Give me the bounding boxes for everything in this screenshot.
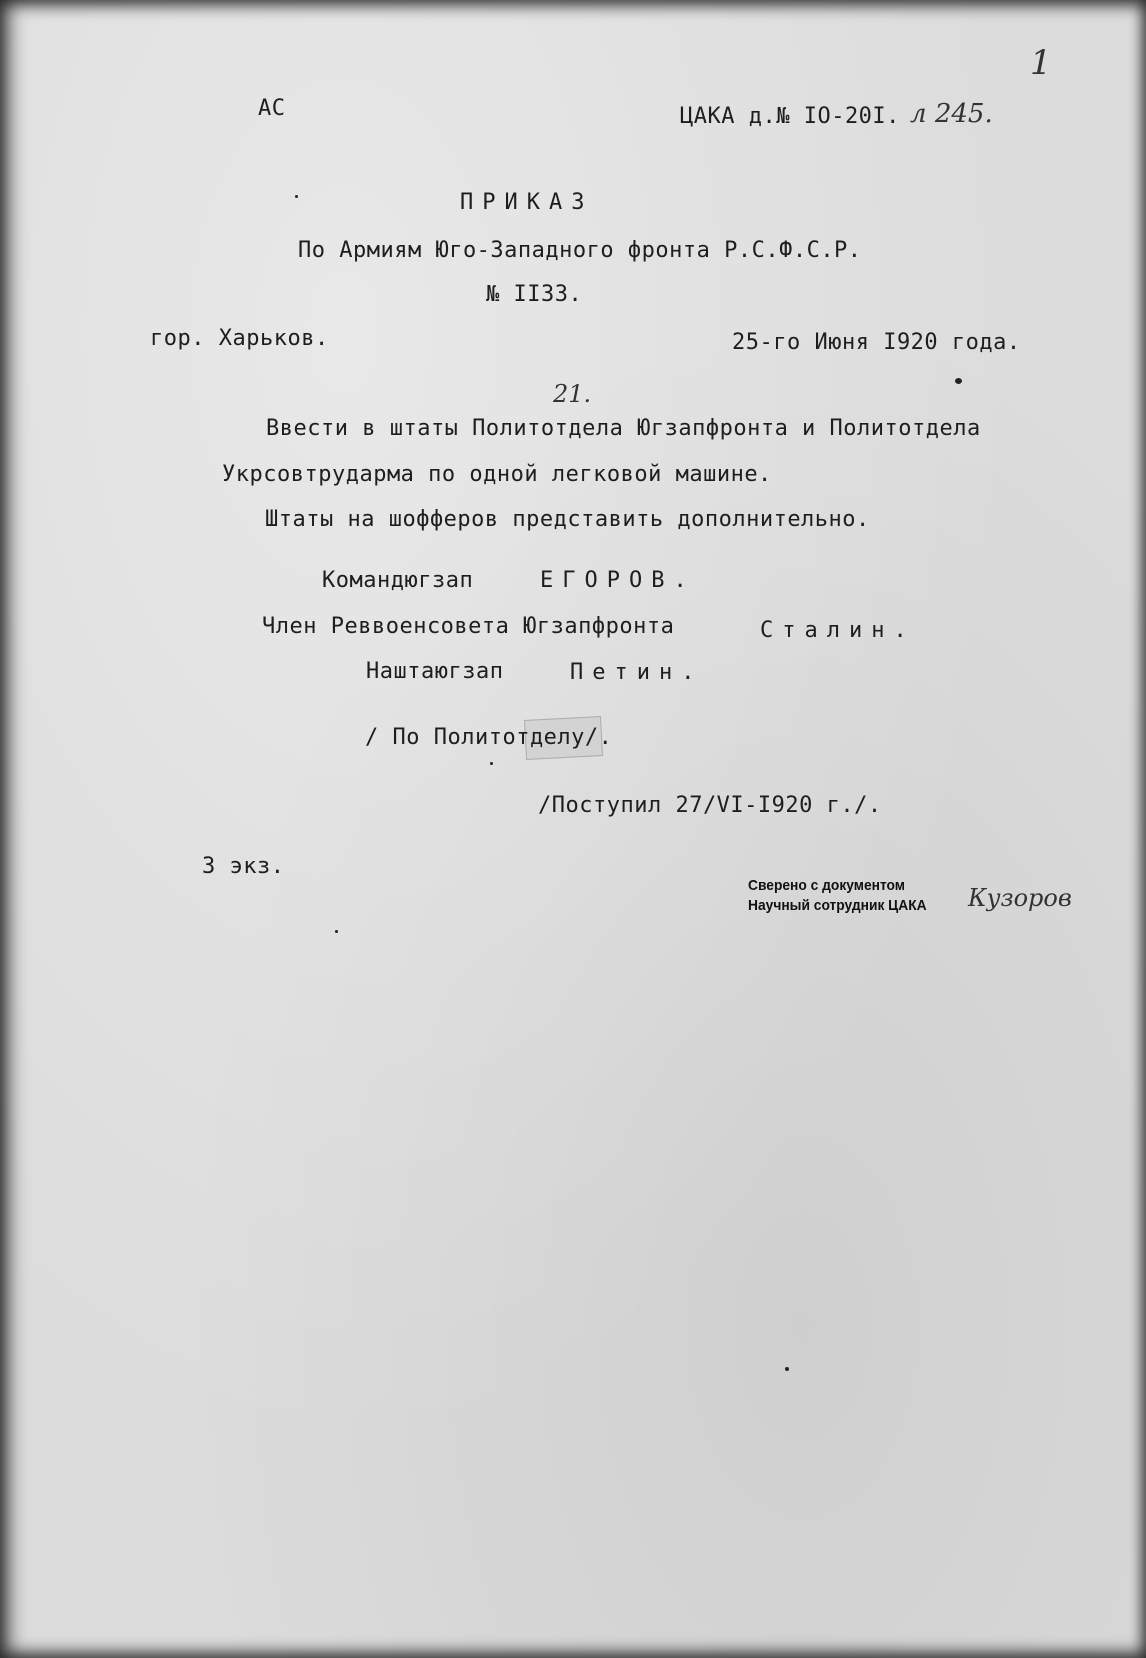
chief-title: Наштаюгзап <box>366 659 504 684</box>
verification-stamp-line-1: Сверено с документом <box>748 877 906 894</box>
left-mark: АС <box>258 96 286 121</box>
member-title: Член Реввоенсовета Югзапфронта <box>262 614 675 639</box>
scan-speck <box>785 1367 789 1371</box>
archive-reference: ЦАКА д.№ IO-20I. <box>680 104 900 129</box>
commander-name: ЕГОРОВ. <box>540 568 696 593</box>
body-line-2: Укрсовтрударма по одной легковой машине. <box>222 462 772 487</box>
order-number: № II33. <box>486 282 583 307</box>
department-line: / По Политотделу/. <box>365 725 613 750</box>
body-line-1: Ввести в штаты Политотдела Югзапфронта и Политотдела <box>266 416 981 441</box>
scan-speck <box>295 195 298 198</box>
order-title: ПРИКАЗ <box>460 190 594 215</box>
member-name: Сталин. <box>760 618 916 643</box>
scan-speck <box>490 762 493 765</box>
order-subtitle: По Армиям Юго-Западного фронта Р.С.Ф.С.Р. <box>298 238 862 263</box>
verifier-signature-handwritten: Кузоров <box>968 884 1072 912</box>
received-line: /Поступил 27/VI-I920 г./. <box>538 793 882 818</box>
page-number-handwritten: 1 <box>1030 43 1052 83</box>
verification-stamp <box>748 876 927 917</box>
body-line-3: Штаты на шофферов представить дополнительно. <box>265 507 870 532</box>
copies-count: 3 экз. <box>202 854 285 879</box>
commander-title: Командюгзап <box>322 568 474 593</box>
scan-speck <box>955 378 962 384</box>
order-date: 25-го Июня I920 года. <box>732 330 1021 355</box>
order-place: гор. Харьков. <box>150 326 329 351</box>
chief-name: Петин. <box>570 660 704 685</box>
archive-reference-handwritten: л 245. <box>910 99 993 129</box>
scan-speck <box>335 930 338 933</box>
margin-note-handwritten: 21. <box>553 380 592 408</box>
verification-stamp-line-2: Научный сотрудник ЦАКА <box>748 897 927 915</box>
